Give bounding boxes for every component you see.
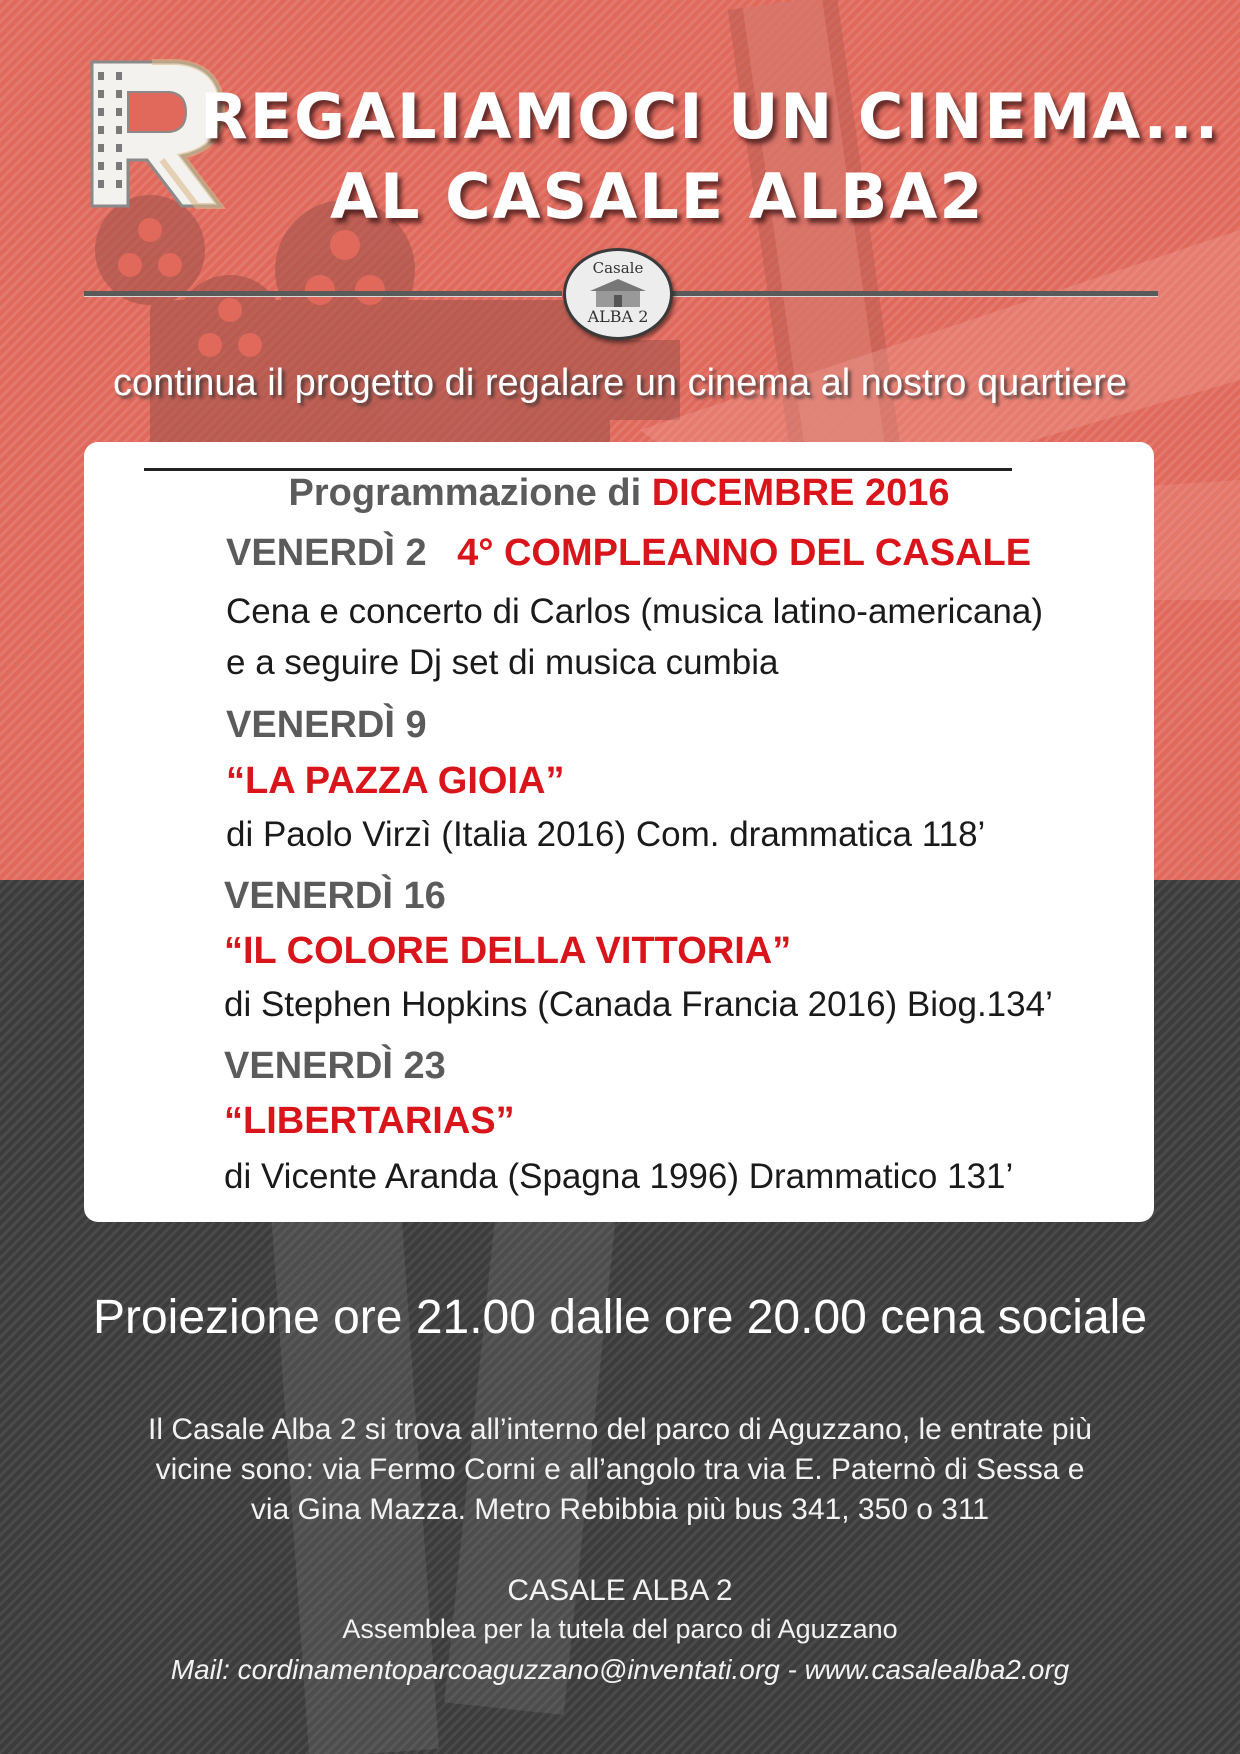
event-description: Cena e concerto di Carlos (musica latino-americana) xyxy=(226,592,1044,631)
event-day-label: VENERDÌ 23 xyxy=(224,1045,446,1087)
event-title: “LIBERTARIAS” xyxy=(224,1100,515,1142)
footer-contact: Mail: cordinamentoparcoaguzzano@inventati.org - www.casalealba2.org xyxy=(170,1654,1070,1685)
program-month: DICEMBRE 2016 xyxy=(651,472,950,514)
footer-organization: CASALE ALBA 2 xyxy=(507,1574,733,1607)
location-info-line: via Gina Mazza. Metro Rebibbia più bus 341, 350 o 311 xyxy=(250,1493,990,1526)
event-title: “IL COLORE DELLA VITTORIA” xyxy=(224,930,792,972)
event-description: di Stephen Hopkins (Canada Francia 2016) Biog.134’ xyxy=(224,985,1053,1024)
location-info-line: Il Casale Alba 2 si trova all’interno del parco di Aguzzano, le entrate più xyxy=(148,1413,1092,1446)
divider-right xyxy=(668,291,1158,296)
program-heading xyxy=(84,472,1154,515)
event-day-label: VENERDÌ 9 xyxy=(226,704,427,746)
location-info xyxy=(0,1410,1240,1530)
program-heading-rule xyxy=(144,468,1012,471)
house-icon xyxy=(588,277,648,307)
program-label: Programmazione di xyxy=(288,472,652,514)
event-title: “LA PAZZA GIOIA” xyxy=(226,760,565,802)
logo-top-text: Casale xyxy=(592,259,644,277)
footer-association: Assemblea per la tutela del parco di Aguzzano xyxy=(342,1614,898,1644)
logo-bottom-text: ALBA 2 xyxy=(587,307,649,326)
title-line-2: AL CASALE ALBA2 xyxy=(330,160,985,233)
divider-left xyxy=(84,291,562,296)
casale-logo-icon xyxy=(563,248,673,340)
subtitle: continua il progetto di regalare un cinema al nostro quartiere xyxy=(113,362,1127,404)
projection-time: Proiezione ore 21.00 dalle ore 20.00 cena sociale xyxy=(92,1291,1148,1344)
title-line-1: REGALIAMOCI UN CINEMA... xyxy=(200,80,1221,153)
event-description: di Vicente Aranda (Spagna 1996) Drammatico 131’ xyxy=(224,1157,1014,1196)
location-info-line: vicine sono: via Fermo Corni e all’angolo tra via E. Paternò di Sessa e xyxy=(155,1453,1085,1486)
event-description: e a seguire Dj set di musica cumbia xyxy=(226,643,779,682)
event-day xyxy=(226,532,1031,575)
event-title: 4° COMPLEANNO DEL CASALE xyxy=(457,532,1032,574)
event-description: di Paolo Virzì (Italia 2016) Com. drammatica 118’ xyxy=(226,815,986,854)
event-day-label: VENERDÌ 16 xyxy=(224,875,446,917)
event-day-label: VENERDÌ 2 xyxy=(226,532,427,574)
